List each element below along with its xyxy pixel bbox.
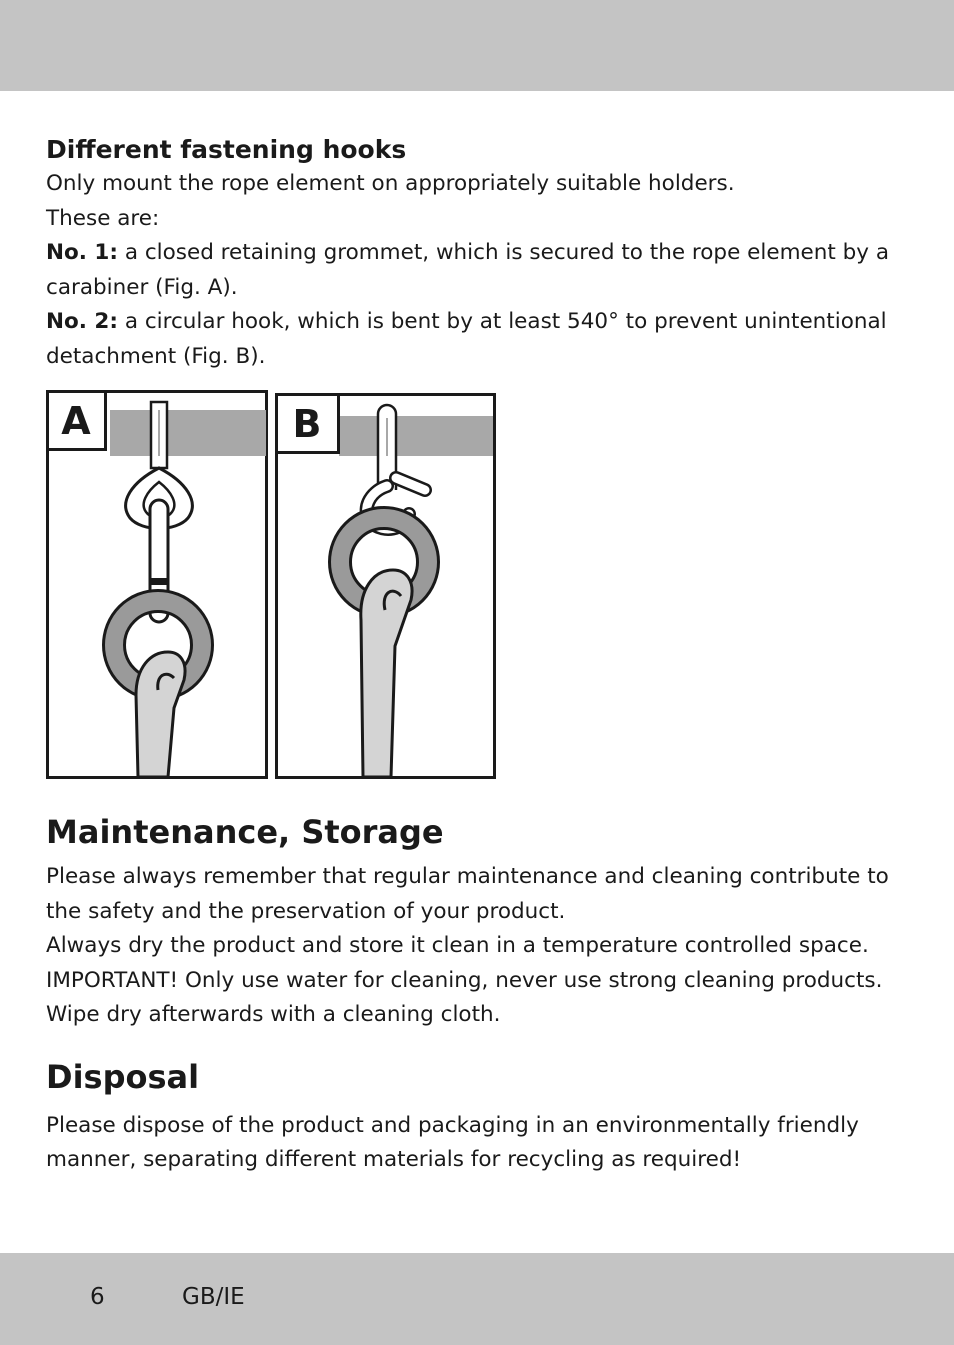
disposal-body (46, 1109, 906, 1178)
maintenance-paragraph-1: Please always remember that regular maintenance and cleaning contribute to the safety and the preservation of your product. (46, 864, 889, 924)
header-band (0, 0, 954, 91)
section-title-disposal: Disposal (46, 1057, 200, 1096)
disposal-paragraph: Please dispose of the product and packaging in an environmentally friendly manner, separating different materials for recycling as required! (46, 1112, 859, 1172)
hooks-item-1: No. 1: a closed retaining grommet, which is secured to the rope element by a carabiner (Fig. A). (46, 240, 890, 300)
figure-a (46, 390, 268, 780)
maintenance-body (46, 860, 906, 1033)
page-number: 6 (90, 1284, 105, 1310)
section-title-hooks: Different fastening hooks (46, 135, 407, 164)
figure-a-label: A (61, 399, 91, 443)
figure-b (275, 390, 497, 780)
item-2-label: No. 2: (46, 309, 118, 334)
figures-row (46, 390, 906, 782)
hooks-intro: Only mount the rope element on appropriately suitable holders. These are: (46, 171, 735, 231)
maintenance-paragraph-3: IMPORTANT! Only use water for cleaning, never use strong cleaning products. Wipe dry afterwards with a cleaning cloth. (46, 967, 883, 1027)
figure-b-label: B (292, 402, 322, 446)
section-title-maintenance: Maintenance, Storage (46, 813, 444, 851)
maintenance-paragraph-2: Always dry the product and store it clean in a temperature controlled space. (46, 933, 869, 958)
hooks-item-2: No. 2: a circular hook, which is bent by at least 540° to prevent unintentional detachment (Fig. B). (46, 309, 887, 369)
footer-band (0, 1253, 954, 1345)
region-code: GB/IE (182, 1284, 245, 1310)
item-1-label: No. 1: (46, 240, 118, 265)
page-content (46, 133, 906, 1178)
